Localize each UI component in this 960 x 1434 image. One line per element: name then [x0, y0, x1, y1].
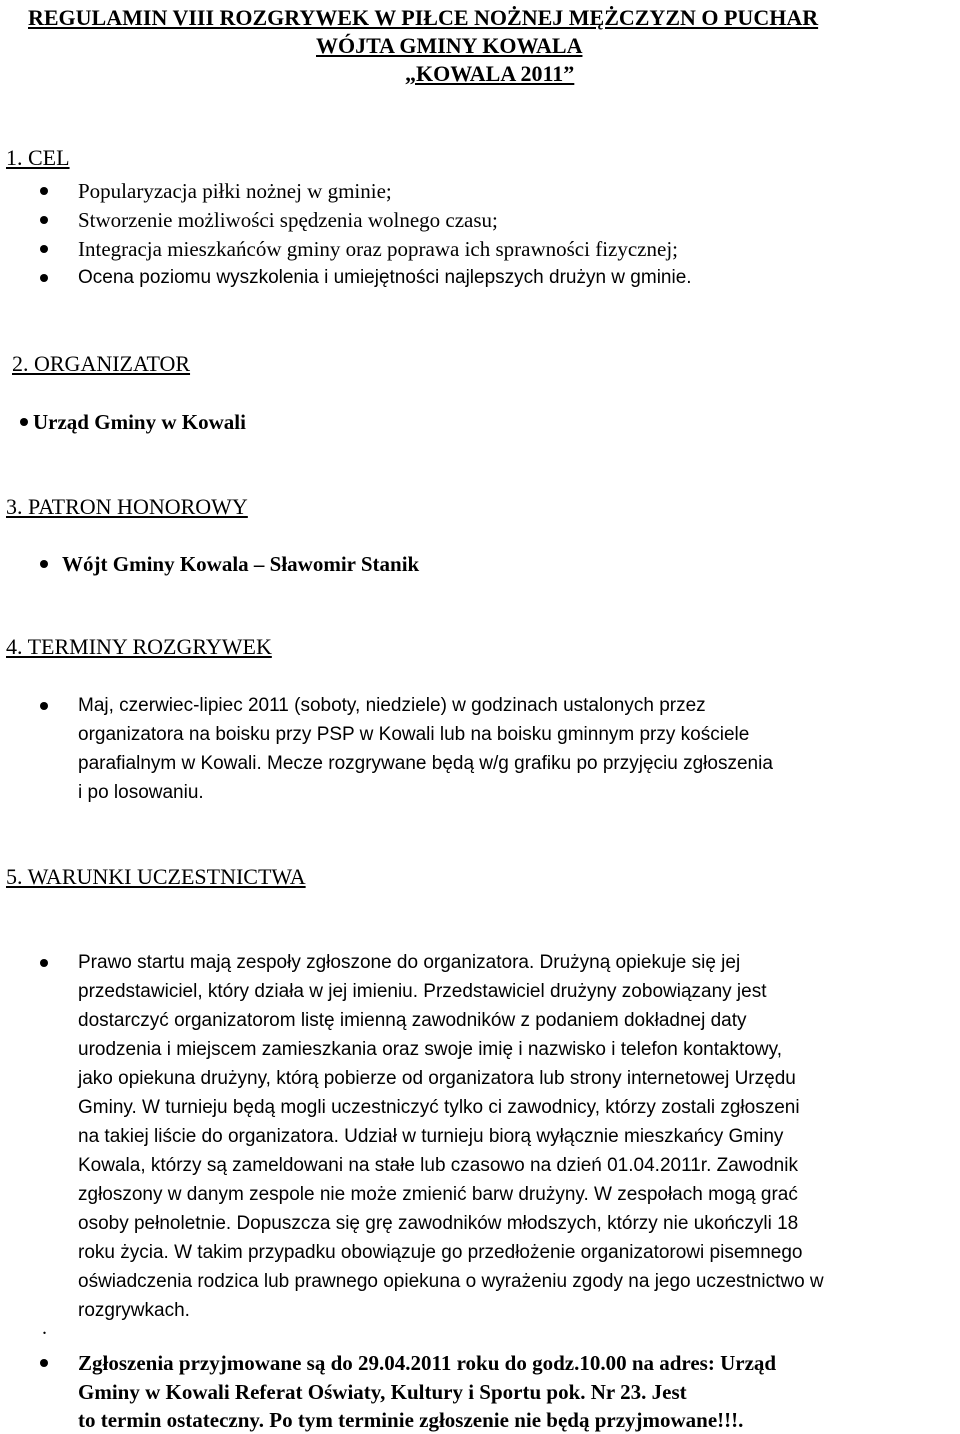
bullet-icon [20, 418, 28, 426]
document-title-line-3: „KOWALA 2011” [405, 61, 575, 86]
warunki-line: osoby pełnoletnie. Dopuszcza się grę zawodników młodszych, którzy nie ukończyli 18 [78, 1213, 799, 1234]
warunki-line: urodzenia i miejscem zamieszkania oraz swoje imię i nazwisko i telefon kontaktowy, [78, 1039, 782, 1060]
separator-dot: . [42, 1317, 47, 1339]
warunki-line: jako opiekuna drużyny, którą pobierze od organizatora lub strony internetowej Urzędu [78, 1068, 796, 1089]
patron-item: Wójt Gminy Kowala – Sławomir Stanik [62, 552, 420, 576]
terminy-line: Maj, czerwiec-lipiec 2011 (soboty, niedziele) w godzinach ustalonych przez [78, 695, 706, 716]
section-heading-cel: 1. CEL [6, 145, 70, 170]
warunki-line: dostarczyć organizatorom listę imienną zawodników z podaniem dokładnej daty [78, 1010, 747, 1031]
warunki-line: Prawo startu mają zespoły zgłoszone do organizatora. Drużyną opiekuje się jej [78, 952, 741, 973]
cel-item: Ocena poziomu wyszkolenia i umiejętności najlepszych drużyn w gminie. [78, 267, 692, 288]
cel-item: Integracja mieszkańców gminy oraz poprawa ich sprawności fizycznej; [78, 237, 678, 261]
warunki-line: rozgrywkach. [78, 1300, 190, 1321]
cel-item: Popularyzacja piłki nożnej w gminie; [78, 179, 392, 203]
terminy-line: parafialnym w Kowali. Mecze rozgrywane będą w/g grafiku po przyjęciu zgłoszenia [78, 753, 773, 774]
bullet-icon [40, 1359, 48, 1367]
section-heading-patron: 3. PATRON HONOROWY [6, 494, 248, 519]
organizator-item: Urząd Gminy w Kowali [33, 410, 246, 434]
bullet-icon [40, 245, 48, 253]
warunki-line: zgłoszony w danym zespole nie może zmienić barw drużyny. W zespołach mogą grać [78, 1184, 798, 1205]
cel-item: Stworzenie możliwości spędzenia wolnego czasu; [78, 208, 498, 232]
bullet-icon [40, 187, 48, 195]
section-heading-terminy: 4. TERMINY ROZGRYWEK [6, 634, 272, 659]
warunki-line: przedstawiciel, który działa w jej imieniu. Przedstawiciel drużyny zobowiązany jest [78, 981, 767, 1002]
warunki-line: na takiej liście do organizatora. Udział w turnieju biorą wyłącznie mieszkańcy Gminy [78, 1126, 784, 1147]
bullet-icon [40, 560, 48, 568]
document-title-line-2: WÓJTA GMINY KOWALA [316, 33, 583, 58]
bullet-icon [40, 702, 48, 710]
deadline-line: to termin ostateczny. Po tym terminie zgłoszenie nie będą przyjmowane!!!. [78, 1408, 744, 1432]
terminy-line: organizatora na boisku przy PSP w Kowali lub na boisku gminnym przy kościele [78, 724, 750, 745]
bullet-icon [40, 274, 48, 282]
deadline-line: Zgłoszenia przyjmowane są do 29.04.2011 roku do godz.10.00 na adres: Urząd [78, 1351, 777, 1375]
bullet-icon [40, 959, 48, 967]
section-heading-organizator: 2. ORGANIZATOR [12, 351, 191, 376]
warunki-line: Gminy. W turnieju będą mogli uczestniczyć tylko ci zawodnicy, którzy zostali zgłoszeni [78, 1097, 800, 1118]
terminy-line: i po losowaniu. [78, 782, 204, 803]
document-title-line-1: REGULAMIN VIII ROZGRYWEK W PIŁCE NOŻNEJ MĘŻCZYZN O PUCHAR [28, 5, 819, 30]
section-heading-warunki: 5. WARUNKI UCZESTNICTWA [6, 864, 306, 889]
warunki-line: oświadczenia rodzica lub prawnego opiekuna o wyrażeniu zgody na jego uczestnictwo w [78, 1271, 824, 1292]
warunki-line: roku życia. W takim przypadku obowiązuje go przedłożenie organizatorowi pisemnego [78, 1242, 803, 1263]
bullet-icon [40, 216, 48, 224]
warunki-line: Kowala, którzy są zameldowani na stałe lub czasowo na dzień 01.04.2011r. Zawodnik [78, 1155, 798, 1176]
deadline-line: Gminy w Kowali Referat Oświaty, Kultury i Sportu pok. Nr 23. Jest [78, 1380, 687, 1404]
